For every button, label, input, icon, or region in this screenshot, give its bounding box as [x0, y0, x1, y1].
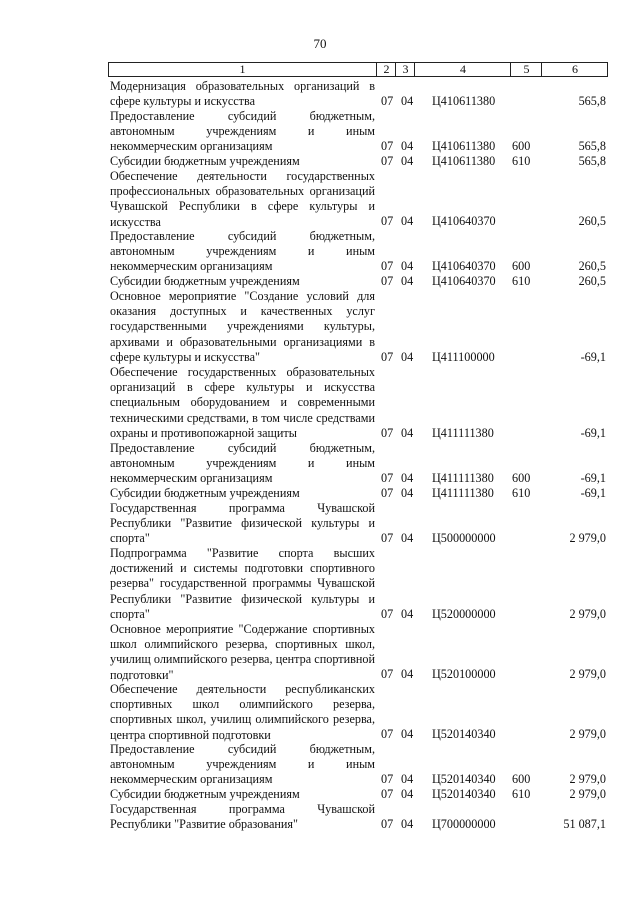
row-target-code: Ц411111380	[432, 485, 494, 500]
row-amount: 2 979,0	[569, 666, 606, 681]
row-amount: 565,8	[578, 93, 606, 108]
row-name: Субсидии бюджетным учреждениям	[110, 486, 300, 500]
row-section: 07	[381, 153, 394, 168]
table-row	[108, 787, 608, 802]
row-expense-type: 610	[512, 786, 531, 801]
row-name: Государственная программа Чувашской Республики "Развитие физической культуры и спорта"	[110, 501, 375, 546]
row-name: Государственная программа Чувашской Республики "Развитие образования"	[110, 802, 375, 832]
row-subsection: 04	[401, 666, 414, 681]
row-name: Обеспечение деятельности государственных профессиональных образовательных организаций Чувашской Республики в сфере культуры и искусства	[110, 169, 375, 229]
row-target-code: Ц520000000	[432, 606, 496, 621]
row-subsection: 04	[401, 273, 414, 288]
row-amount: -69,1	[580, 425, 606, 440]
row-target-code: Ц411111380	[432, 425, 494, 440]
row-section: 07	[381, 213, 394, 228]
row-expense-type: 600	[512, 771, 531, 786]
row-target-code: Ц520100000	[432, 666, 496, 681]
table-row	[108, 154, 608, 169]
row-subsection: 04	[401, 213, 414, 228]
row-target-code: Ц520140340	[432, 771, 496, 786]
row-name: Предоставление субсидий бюджетным, автономным учреждениям и иным некоммерческим организациям	[110, 109, 375, 154]
row-target-code: Ц410611380	[432, 138, 496, 153]
row-amount: 260,5	[578, 273, 606, 288]
table-row	[108, 365, 608, 441]
row-amount: 260,5	[578, 258, 606, 273]
row-section: 07	[381, 258, 394, 273]
row-subsection: 04	[401, 258, 414, 273]
row-name: Обеспечение государственных образовательных организаций в сфере культуры и искусства специальным оборудованием и современными техническими средствами, в том числе средствами охраны и противопожарной защиты	[110, 365, 375, 440]
row-target-code: Ц520140340	[432, 726, 496, 741]
row-name: Субсидии бюджетным учреждениям	[110, 787, 300, 801]
row-subsection: 04	[401, 470, 414, 485]
row-section: 07	[381, 530, 394, 545]
table-row	[108, 546, 608, 622]
row-section: 07	[381, 470, 394, 485]
table-row	[108, 501, 608, 546]
row-target-code: Ц500000000	[432, 530, 496, 545]
table-row	[108, 622, 608, 682]
row-target-code: Ц410611380	[432, 93, 496, 108]
row-amount: 2 979,0	[569, 530, 606, 545]
row-subsection: 04	[401, 93, 414, 108]
row-section: 07	[381, 786, 394, 801]
row-section: 07	[381, 138, 394, 153]
column-header-1: 1	[239, 62, 246, 76]
row-name: Подпрограмма "Развитие спорта высших достижений и системы подготовки спортивного резерва" государственной программы Чувашской Республики "Развитие физической культуры и спорта"	[110, 546, 375, 621]
row-target-code: Ц411111380	[432, 470, 494, 485]
column-header-2: 2	[376, 63, 396, 76]
row-expense-type: 610	[512, 273, 531, 288]
table-row	[108, 486, 608, 501]
row-section: 07	[381, 816, 394, 831]
row-target-code: Ц410640370	[432, 273, 496, 288]
row-subsection: 04	[401, 786, 414, 801]
row-expense-type: 600	[512, 138, 531, 153]
table-row	[108, 441, 608, 486]
row-amount: 2 979,0	[569, 771, 606, 786]
row-subsection: 04	[401, 153, 414, 168]
row-subsection: 04	[401, 349, 414, 364]
row-amount: 2 979,0	[569, 606, 606, 621]
row-target-code: Ц411100000	[432, 349, 495, 364]
row-amount: -69,1	[580, 349, 606, 364]
row-amount: 565,8	[578, 153, 606, 168]
row-name: Предоставление субсидий бюджетным, автономным учреждениям и иным некоммерческим организациям	[110, 441, 375, 486]
row-name: Основное мероприятие "Содержание спортивных школ олимпийского резерва, спортивных школ, училищ олимпийского резерва, центра спортивной подготовки"	[110, 622, 375, 682]
row-section: 07	[381, 771, 394, 786]
table-row	[108, 169, 608, 229]
row-subsection: 04	[401, 485, 414, 500]
column-header-4: 4	[414, 63, 511, 76]
table-row	[108, 802, 608, 832]
row-name: Основное мероприятие "Создание условий для оказания доступных и качественных услуг государственными учреждениями культуры, архивами и образовательными организациями в сфере культуры и искусства"	[110, 289, 375, 364]
row-subsection: 04	[401, 726, 414, 741]
row-name: Предоставление субсидий бюджетным, автономным учреждениям и иным некоммерческим организациям	[110, 742, 375, 787]
table-row	[108, 274, 608, 289]
row-section: 07	[381, 93, 394, 108]
row-amount: 565,8	[578, 138, 606, 153]
row-name: Обеспечение деятельности республиканских спортивных школ олимпийского резерва, спортивных школ, училищ олимпийского резерва, центра спортивной подготовки	[110, 682, 375, 742]
row-name: Субсидии бюджетным учреждениям	[110, 154, 300, 168]
row-section: 07	[381, 726, 394, 741]
row-amount: 2 979,0	[569, 786, 606, 801]
row-subsection: 04	[401, 771, 414, 786]
row-expense-type: 610	[512, 153, 531, 168]
table-row	[108, 289, 608, 365]
row-section: 07	[381, 425, 394, 440]
table-row	[108, 682, 608, 742]
row-section: 07	[381, 666, 394, 681]
row-subsection: 04	[401, 816, 414, 831]
row-expense-type: 610	[512, 485, 531, 500]
row-name: Субсидии бюджетным учреждениям	[110, 274, 300, 288]
row-expense-type: 600	[512, 258, 531, 273]
table-row	[108, 229, 608, 274]
row-target-code: Ц700000000	[432, 816, 496, 831]
table-header	[108, 62, 608, 77]
row-subsection: 04	[401, 530, 414, 545]
row-subsection: 04	[401, 606, 414, 621]
row-target-code: Ц410640370	[432, 213, 496, 228]
row-target-code: Ц410640370	[432, 258, 496, 273]
row-subsection: 04	[401, 425, 414, 440]
column-header-5: 5	[510, 63, 542, 76]
row-amount: 51 087,1	[563, 816, 606, 831]
row-section: 07	[381, 606, 394, 621]
column-header-6: 6	[541, 63, 608, 76]
row-target-code: Ц520140340	[432, 786, 496, 801]
column-header-3: 3	[395, 63, 415, 76]
row-amount: -69,1	[580, 485, 606, 500]
table-row	[108, 742, 608, 787]
row-amount: 2 979,0	[569, 726, 606, 741]
row-amount: -69,1	[580, 470, 606, 485]
row-section: 07	[381, 349, 394, 364]
row-target-code: Ц410611380	[432, 153, 496, 168]
page-number: 70	[313, 36, 327, 51]
row-amount: 260,5	[578, 213, 606, 228]
row-section: 07	[381, 273, 394, 288]
table-row	[108, 109, 608, 154]
table-row	[108, 79, 608, 109]
row-section: 07	[381, 485, 394, 500]
row-expense-type: 600	[512, 470, 531, 485]
row-subsection: 04	[401, 138, 414, 153]
row-name: Модернизация образовательных организаций в сфере культуры и искусства	[110, 79, 375, 109]
row-name: Предоставление субсидий бюджетным, автономным учреждениям и иным некоммерческим организациям	[110, 229, 375, 274]
